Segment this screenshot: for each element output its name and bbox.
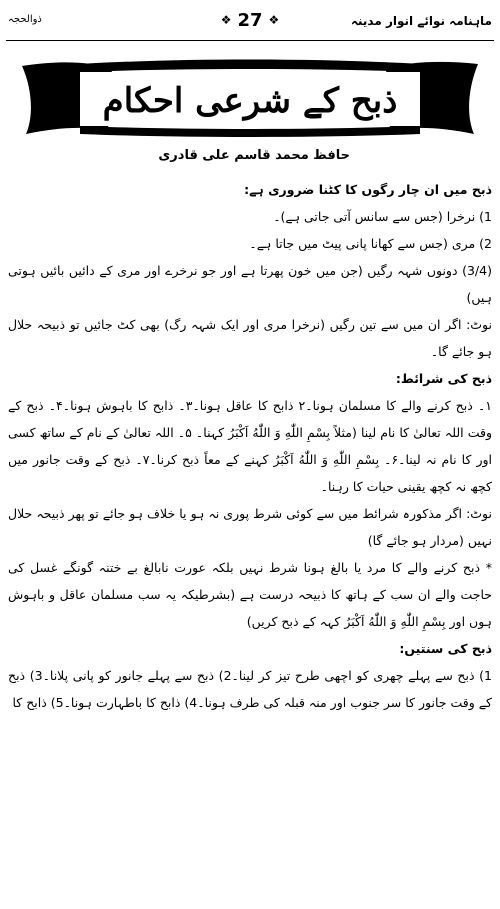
article-title: ذبح کے شرعی احکام	[102, 80, 398, 121]
section-heading: ذبح کی شرائط:	[395, 371, 492, 386]
section-heading: ذبح کی سنتیں:	[399, 641, 492, 656]
title-banner	[20, 58, 480, 138]
body-paragraph: 1) نرخرا (جس سے سانس آتی جاتی ہے)۔	[273, 209, 492, 224]
body-paragraph: 1) ذبح سے پہلے چھری کو اچھی طرح تیز کر لینا۔2) ذبح سے پہلے جانور کو پانی پلانا۔3) ذبح کے وقت جانور کا سر جنوب اور منہ قبلہ کی طرف ہونا۔4) ذابح کا باطہارت ہونا۔5) ذابح کا	[8, 668, 492, 710]
ornament-right-icon: ❖	[268, 13, 280, 27]
body-paragraph: (3/4) دونوں شہہ رگیں (جن میں خون پھرتا ہے اور جو نرخرے اور مری کے دائیں بائیں ہوتی ہیں)	[8, 263, 492, 305]
issue-month: ذوالحجہ	[8, 14, 42, 25]
body-paragraph: ۱۔ ذبح کرنے والے کا مسلمان ہونا۔۲ ذابح کا عاقل ہونا۔۳۔ ذابح کا باہوش ہونا۔۴۔ ذبح کے وقت اللہ تعالیٰ کا نام لینا (مثلاً بِسْمِ اللّٰهِ وَ اللّٰهُ اَكْبَرُ کہنا۔ ۵۔ اللہ تعالیٰ کے نام کے ساتھ کسی اور کا نام نہ لینا۔۶۔ بِسْمِ اللّٰهِ وَ اللّٰهُ اَكْبَرُ کہنے کے معاً ذبح کرنا۔۷۔ ذبح کے وقت جانور میں کچھ نہ کچھ یقینی حیات کا رہنا۔	[8, 398, 493, 494]
section-heading: ذبح میں ان چار رگوں کا کٹنا ضروری ہے:	[244, 182, 492, 197]
magazine-name: ماہنامہ نوائے انوار مدینہ	[350, 14, 492, 28]
ornament-left-icon: ❖	[220, 13, 232, 27]
header-rule	[6, 40, 494, 41]
article-body	[8, 176, 492, 716]
page-number: 27	[237, 9, 263, 31]
body-paragraph: نوٹ: اگر مذکورہ شرائط میں سے کوئی شرط پوری نہ ہو یا خلاف ہو جائے تو پھر ذبیحہ حلال نہیں (مردار ہو جائے گا)	[8, 506, 492, 548]
body-paragraph: نوٹ: اگر ان میں سے تین رگیں (نرخرا مری اور ایک شہہ رگ) بھی کٹ جائیں تو ذبیحہ حلال ہو جائے گا۔	[8, 317, 492, 359]
body-paragraph: * ذبح کرنے والے کا مرد یا بالغ ہونا شرط نہیں بلکہ عورت نابالغ بے ختنہ گونگے غسل کی حاجت والے ان سب کے ہاتھ کا ذبیحہ درست ہے (بشرطیکہ یہ سب مسلمان عاقل و باہوش ہوں اور بِسْمِ اللّٰهِ وَ اللّٰهُ اَكْبَرُ کہہ کے ذبح کریں)	[8, 560, 492, 629]
body-paragraph: 2) مری (جس سے کھانا پانی پیٹ میں جاتا ہے۔	[249, 236, 492, 251]
page-number-box	[205, 6, 295, 34]
article-author: حافظ محمد قاسم علی قادری	[158, 148, 350, 163]
page-header	[0, 0, 500, 40]
